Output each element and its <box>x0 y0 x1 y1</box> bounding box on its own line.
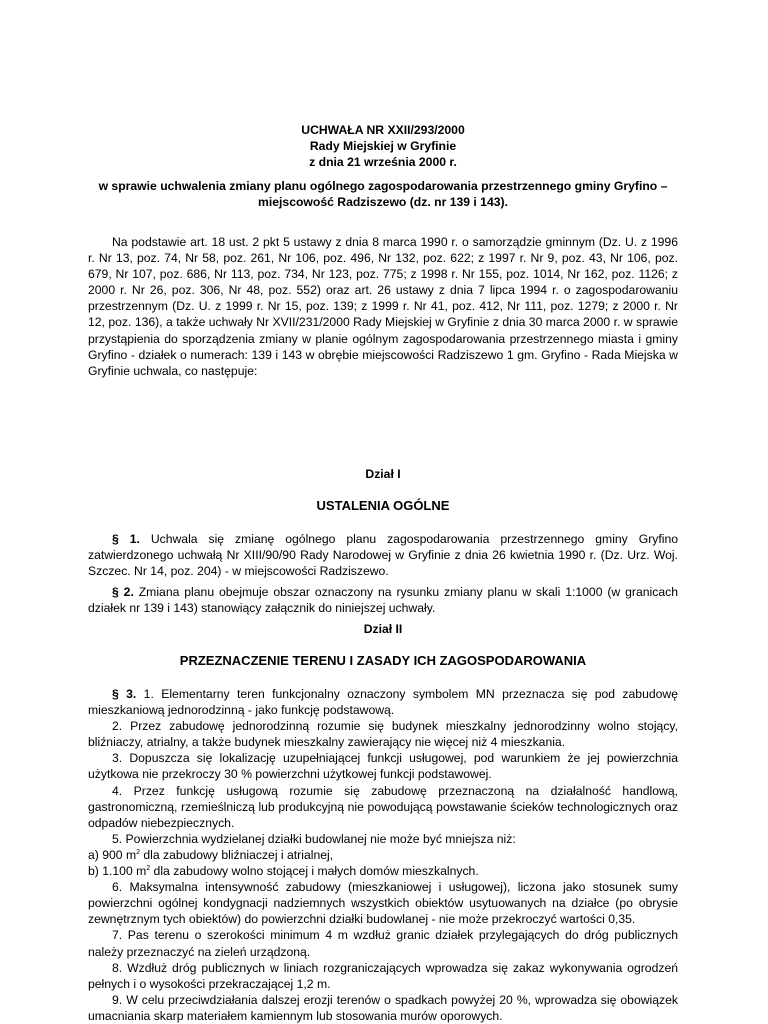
section-1-title: USTALENIA OGÓLNE <box>316 498 450 513</box>
paragraph-1-mark: § 1. <box>112 532 140 546</box>
paragraph-3-item-5: 5. Powierzchnia wydzielanej działki budowlanej nie może być mniejsza niż: <box>112 831 516 846</box>
paragraph-3-item-6: 6. Maksymalna intensywność zabudowy (mieszkaniowej i usługowej), liczona jako stosunek sumy powierzchni ogólnej kondygnacji nadziemnych wszystkich obiektów usytuowanych na działce (po obrysie zewnętrznym tych obiektów) do powierzchni działki budowlanej - nie może przekroczyć wartości 0,35. <box>88 880 678 927</box>
paragraph-2-mark: § 2. <box>112 585 134 599</box>
item-5b-superscript: 2 <box>146 865 151 873</box>
item-5b-text: dla zabudowy wolno stojącej i małych domów mieszkalnych. <box>150 864 479 879</box>
item-5a-superscript: 2 <box>136 848 141 856</box>
item-5a-text: dla zabudowy bliźniaczej i atrialnej, <box>140 847 334 862</box>
paragraph-3 <box>88 686 678 1024</box>
council-name: Rady Miejskiej w Gryfinie <box>309 139 457 154</box>
paragraph-3-item-9: 9. W celu przeciwdziałania dalszej erozji terenów o spadkach powyżej 20 %, wprowadza się obowiązek umacniania skarp materiałem kamiennym lub stosowania murów oporowych. <box>88 992 678 1023</box>
section-1-label: Dział I <box>365 467 401 481</box>
paragraph-3-item-7: 7. Pas terenu o szerokości minimum 4 m wzdłuż granic działek przylegających do dróg publicznych należy przeznaczyć na zieleń urządzoną. <box>88 928 678 959</box>
paragraph-3-item-2: 2. Przez zabudowę jednorodzinną rozumie się budynek mieszkalny jednorodzinny wolno stojący, bliźniaczy, atrialny, a także budynek mieszkalny zawierający nie więcej niż 4 mieszkania. <box>88 719 678 750</box>
paragraph-2-text: Zmiana planu obejmuje obszar oznaczony na rysunku zmiany planu w skali 1:1000 (w granicach działek nr 139 i 143) stanowiący załącznik do niniejszej uchwały. <box>88 585 678 616</box>
item-5b-prefix: b) 1.100 m <box>88 864 147 879</box>
section-2-title: PRZEZNACZENIE TERENU I ZASADY ICH ZAGOSPODAROWANIA <box>179 653 587 668</box>
item-5a-prefix: a) 900 m <box>88 847 137 862</box>
paragraph-1-text: Uchwala się zmianę ogólnego planu zagospodarowania przestrzennego gminy Gryfino zatwierdzonego uchwałą Nr XIII/90/90 Rady Narodowej w Gryfinie z dnia 26 kwietnia 1990 r. (Dz. Urz. Woj. Szczec. Nr 14, poz. 204) - w miejscowości Radziszewo. <box>88 532 678 579</box>
paragraph-3-item-5a <box>88 847 678 863</box>
subject-line-2: miejscowość Radziszewo (dz. nr 139 i 143). <box>258 195 508 210</box>
resolution-date: z dnia 21 września 2000 r. <box>309 155 457 170</box>
paragraph-3-item-3: 3. Dopuszcza się lokalizację uzupełniającej funkcji usługowej, pod warunkiem że jej powierzchnia użytkowa nie przekroczy 30 % powierzchni użytkowej funkcji podstawowej. <box>88 751 678 782</box>
paragraph-2 <box>88 584 678 616</box>
resolution-subject <box>88 178 678 210</box>
paragraph-3-item-5b <box>88 863 678 879</box>
paragraph-3-item-4: 4. Przez funkcję usługową rozumie się zabudowę przeznaczoną na działalność handlową, gastronomiczną, rzemieślniczą lub produkcyjną nie powodującą powstawanie ścieków technologicznych oraz odpadów niebezpiecznych. <box>88 783 678 830</box>
paragraph-3-item-1 <box>88 686 678 718</box>
paragraph-1 <box>88 531 678 579</box>
resolution-number: UCHWAŁA NR XXII/293/2000 <box>301 123 465 137</box>
item-1-text: 1. Elementarny teren funkcjonalny oznaczony symbolem MN przeznacza się pod zabudowę mieszkaniową jednorodzinną - jako funkcję podstawową. <box>88 687 678 718</box>
section-2-label: Dział II <box>363 622 403 636</box>
paragraph-3-mark: § 3. <box>112 687 137 701</box>
subject-line-1: w sprawie uchwalenia zmiany planu ogólnego zagospodarowania przestrzennego gminy Gryfino – <box>98 179 668 193</box>
legal-basis-paragraph: Na podstawie art. 18 ust. 2 pkt 5 ustawy z dnia 8 marca 1990 r. o samorządzie gminnym (Dz. U. z 1996 r. Nr 13, poz. 74, Nr 58, poz. 261, Nr 106, poz. 496, Nr 132, poz. 622; z 1997 r. Nr 9, poz. 43, Nr 106, poz. 679, Nr 107, poz. 686, Nr 113, poz. 734, Nr 123, poz. 775; z 1998 r. Nr 155, poz. 1014, Nr 162, poz. 1126; z 2000 r. Nr 26, poz. 306, Nr 48, poz. 552) oraz art. 26 ustawy z dnia 7 lipca 1994 r. o zagospodarowaniu przestrzennym (Dz. U. z 1999 r. Nr 15, poz. 139; z 1999 r. Nr 41, poz. 412, Nr 111, poz. 1279; z 2000 r. Nr 12, poz. 136), a także uchwały Nr XVII/231/2000 Rady Miejskiej w Gryfinie z dnia 30 marca 2000 r. w sprawie przystąpienia do sporządzenia zmiany w planie ogólnym zagospodarowania przestrzennego miasta i gminy Gryfino - działek o numerach: 139 i 143 w obrębie miejscowości Radziszewo 1 gm. Gryfino - Rada Miejska w Gryfinie uchwala, co następuje: <box>88 235 678 378</box>
resolution-header <box>88 122 678 170</box>
paragraph-3-item-8: 8. Wzdłuż dróg publicznych w liniach rozgraniczających wprowadza się zakaz wykonywania ogrodzeń pełnych i o wysokości przekraczającej 1,2 m. <box>88 960 678 991</box>
